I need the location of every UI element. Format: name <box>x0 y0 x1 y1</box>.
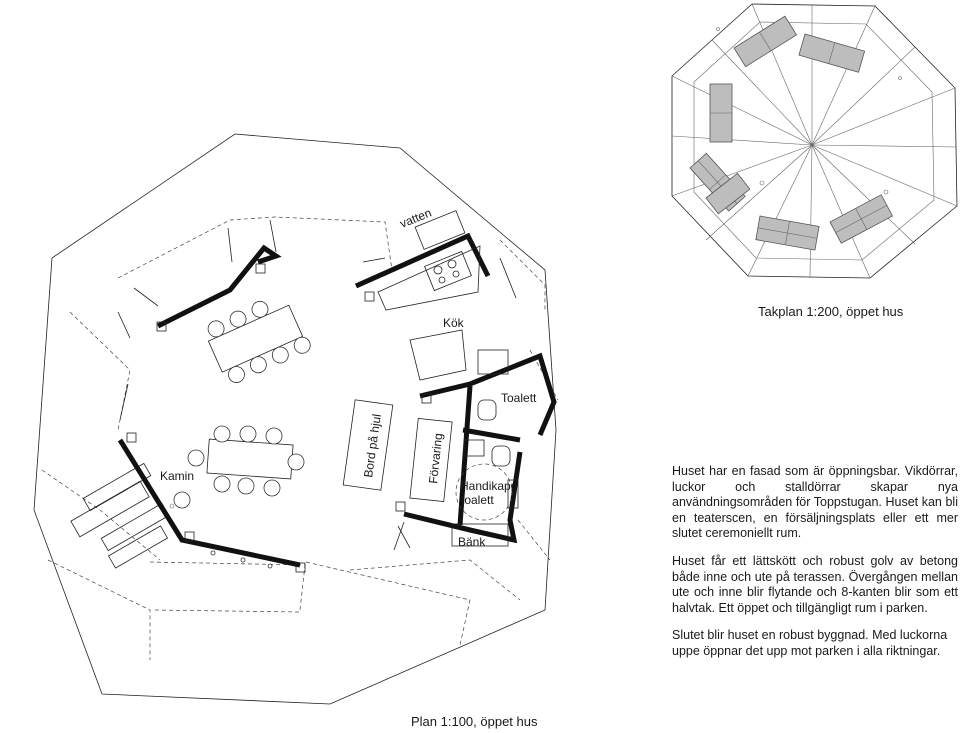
table-lower <box>188 426 304 496</box>
description-closing-line: Slutet blir huset en robust byggnad. Med luckorna <box>672 628 948 643</box>
kitchen <box>378 211 508 380</box>
building-walls <box>120 236 554 565</box>
description-text <box>672 464 958 672</box>
label-kamin: Kamin <box>160 469 195 483</box>
description-paragraph: Huset får ett lättskött och robust golv av betong både inne och ute på terassen. Övergången mellan ute och inne blir flytande och 8-kanten blir som ett halvtak. Ett öppet och tillgängligt rum i parken. <box>672 553 958 615</box>
folding-doors <box>42 217 558 660</box>
stove <box>174 492 190 508</box>
label-toalett: Toalett <box>501 391 537 405</box>
description-closing <box>672 628 958 659</box>
floor-plan-caption: Plan 1:100, öppet hus <box>411 714 538 729</box>
roof-plan <box>672 4 957 278</box>
label-forvaring: Förvaring <box>426 432 446 485</box>
roof-plan-caption: Takplan 1:200, öppet hus <box>758 304 904 319</box>
label-vatten: vatten <box>397 205 434 231</box>
label-kok: Kök <box>443 316 464 330</box>
roof-panels <box>690 16 892 250</box>
stall-door-panels <box>71 463 169 568</box>
label-bank: Bänk <box>458 535 486 549</box>
table-upper <box>202 289 313 387</box>
floor-plan <box>34 134 558 704</box>
label-handikapp-toalett: toalett <box>461 493 494 507</box>
terrace-outline <box>34 134 556 704</box>
label-bord-pa-hjul: Bord på hjul <box>361 413 384 479</box>
description-closing-line: uppe öppnar det upp mot parken i alla riktningar. <box>672 643 941 658</box>
description-paragraph: Huset har en fasad som är öppningsbar. Vikdörrar, luckor och stalldörrar skapar nya användningsområden för Toppstugan. Huset kan bli en teaterscen, en försäljningsplats eller ett mer slutet ceremoniellt rum. <box>672 464 958 541</box>
label-handikapp: Handikapp <box>460 479 518 493</box>
